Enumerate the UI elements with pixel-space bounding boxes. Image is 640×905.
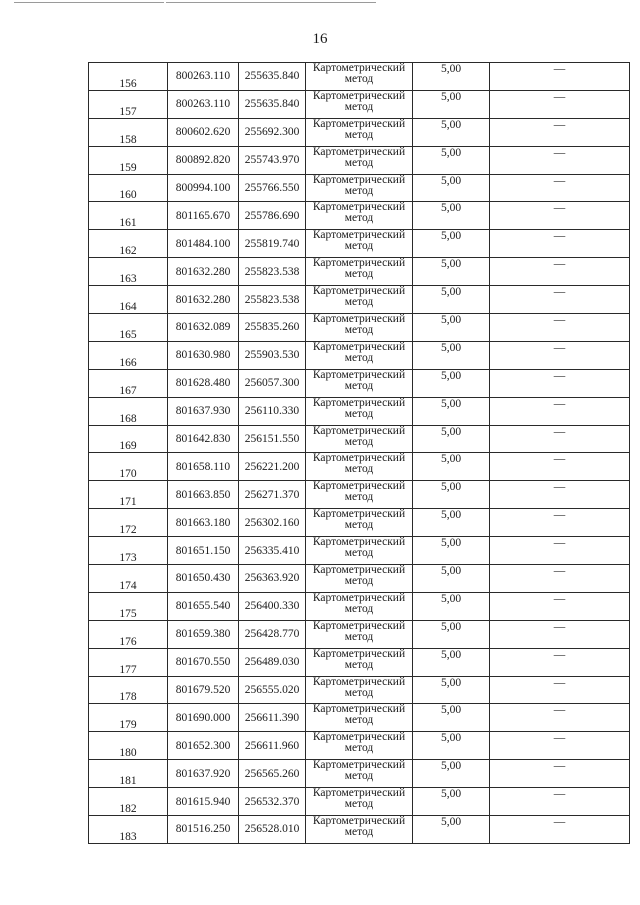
accuracy-cell: 5,00	[413, 537, 490, 565]
point-number-cell: 159	[89, 146, 168, 174]
method-text-line-2: метод	[344, 324, 374, 337]
point-number-cell: 161	[89, 202, 168, 230]
table-row	[89, 230, 630, 258]
page-number: 16	[312, 31, 328, 47]
point-number-cell: 168	[89, 397, 168, 425]
point-number-cell: 170	[89, 453, 168, 481]
accuracy-cell: 5,00	[413, 286, 490, 314]
table-row	[89, 397, 630, 425]
note-cell: —	[490, 202, 630, 230]
point-number-cell: 167	[89, 369, 168, 397]
x-coordinate-cell: 801659.380	[168, 620, 239, 648]
coordinates-table-body	[89, 63, 630, 844]
method-text-line-1: Картометрический	[312, 89, 406, 102]
note-cell: —	[490, 732, 630, 760]
method-cell	[306, 648, 413, 676]
method-text-line-1: Картометрический	[312, 285, 406, 298]
accuracy-cell: 5,00	[413, 258, 490, 286]
note-cell: —	[490, 592, 630, 620]
method-text-line-2: метод	[344, 658, 374, 671]
method-cell	[306, 509, 413, 537]
x-coordinate-cell: 801484.100	[168, 230, 239, 258]
note-cell: —	[490, 397, 630, 425]
note-cell: —	[490, 816, 630, 844]
x-coordinate-cell: 801658.110	[168, 453, 239, 481]
table-row	[89, 732, 630, 760]
note-cell: —	[490, 453, 630, 481]
method-text-line-1: Картометрический	[312, 759, 406, 772]
accuracy-cell: 5,00	[413, 620, 490, 648]
x-coordinate-cell: 801632.280	[168, 286, 239, 314]
point-number-cell: 173	[89, 537, 168, 565]
table-row	[89, 286, 630, 314]
y-coordinate-cell: 256221.200	[239, 453, 306, 481]
x-coordinate-cell: 801651.150	[168, 537, 239, 565]
point-number-cell: 175	[89, 592, 168, 620]
y-coordinate-cell: 256611.960	[239, 732, 306, 760]
table-row	[89, 314, 630, 342]
accuracy-cell: 5,00	[413, 816, 490, 844]
y-coordinate-cell: 255903.530	[239, 341, 306, 369]
table-row	[89, 453, 630, 481]
method-text-line-1: Картометрический	[312, 508, 406, 521]
accuracy-cell: 5,00	[413, 341, 490, 369]
y-coordinate-cell: 256363.920	[239, 565, 306, 593]
point-number-cell: 178	[89, 676, 168, 704]
method-cell	[306, 118, 413, 146]
method-text-line-1: Картометрический	[312, 257, 406, 270]
x-coordinate-cell: 800892.820	[168, 146, 239, 174]
table-row	[89, 341, 630, 369]
x-coordinate-cell: 801628.480	[168, 369, 239, 397]
method-cell	[306, 425, 413, 453]
x-coordinate-cell: 800994.100	[168, 174, 239, 202]
method-cell	[306, 286, 413, 314]
method-text-line-1: Картометрический	[312, 536, 406, 549]
accuracy-cell: 5,00	[413, 202, 490, 230]
method-cell	[306, 397, 413, 425]
method-text-line-2: метод	[344, 435, 374, 448]
point-number-cell: 174	[89, 565, 168, 593]
method-text-line-1: Картометрический	[312, 675, 406, 688]
point-number-cell: 177	[89, 648, 168, 676]
note-cell: —	[490, 537, 630, 565]
table-row	[89, 620, 630, 648]
method-text-line-1: Картометрический	[312, 452, 406, 465]
accuracy-cell: 5,00	[413, 146, 490, 174]
point-number-cell: 163	[89, 258, 168, 286]
method-text-line-1: Картометрический	[312, 396, 406, 409]
method-text-line-1: Картометрический	[312, 619, 406, 632]
x-coordinate-cell: 801679.520	[168, 676, 239, 704]
method-text-line-2: метод	[344, 491, 374, 504]
method-text-line-1: Картометрический	[312, 591, 406, 604]
method-text-line-2: метод	[344, 73, 374, 85]
coordinates-table	[88, 62, 630, 844]
x-coordinate-cell: 801663.180	[168, 509, 239, 537]
method-text-line-1: Картометрический	[312, 564, 406, 577]
table-row	[89, 704, 630, 732]
accuracy-cell: 5,00	[413, 369, 490, 397]
table-row	[89, 565, 630, 593]
table-row	[89, 146, 630, 174]
x-coordinate-cell: 801650.430	[168, 565, 239, 593]
table-row	[89, 90, 630, 118]
method-text-line-2: метод	[344, 100, 374, 113]
x-coordinate-cell: 800602.620	[168, 118, 239, 146]
accuracy-cell: 5,00	[413, 90, 490, 118]
accuracy-cell: 5,00	[413, 118, 490, 146]
y-coordinate-cell: 256565.260	[239, 760, 306, 788]
method-text-line-2: метод	[344, 742, 374, 755]
method-text-line-2: метод	[344, 547, 374, 560]
accuracy-cell: 5,00	[413, 732, 490, 760]
y-coordinate-cell: 256057.300	[239, 369, 306, 397]
method-text-line-2: метод	[344, 240, 374, 253]
method-text-line-2: метод	[344, 519, 374, 532]
x-coordinate-cell: 801615.940	[168, 788, 239, 816]
x-coordinate-cell: 801652.300	[168, 732, 239, 760]
method-cell	[306, 704, 413, 732]
accuracy-cell: 5,00	[413, 397, 490, 425]
note-cell: —	[490, 620, 630, 648]
y-coordinate-cell: 255823.538	[239, 258, 306, 286]
note-cell: —	[490, 648, 630, 676]
y-coordinate-cell: 255692.300	[239, 118, 306, 146]
method-text-line-1: Картометрический	[312, 703, 406, 716]
note-cell: —	[490, 63, 630, 91]
table-row	[89, 202, 630, 230]
point-number-cell: 172	[89, 509, 168, 537]
point-number-cell: 183	[89, 816, 168, 844]
note-cell: —	[490, 760, 630, 788]
point-number-cell: 156	[89, 63, 168, 91]
y-coordinate-cell: 256110.330	[239, 397, 306, 425]
table-row	[89, 592, 630, 620]
y-coordinate-cell: 256528.010	[239, 816, 306, 844]
method-text-line-2: метод	[344, 686, 374, 699]
accuracy-cell: 5,00	[413, 425, 490, 453]
method-cell	[306, 341, 413, 369]
method-text-line-2: метод	[344, 407, 374, 420]
x-coordinate-cell: 801655.540	[168, 592, 239, 620]
table-row	[89, 537, 630, 565]
method-cell	[306, 537, 413, 565]
method-cell	[306, 620, 413, 648]
x-coordinate-cell: 801637.930	[168, 397, 239, 425]
point-number-cell: 162	[89, 230, 168, 258]
accuracy-cell: 5,00	[413, 230, 490, 258]
note-cell: —	[490, 481, 630, 509]
accuracy-cell: 5,00	[413, 481, 490, 509]
method-cell	[306, 230, 413, 258]
point-number-cell: 182	[89, 788, 168, 816]
method-cell	[306, 760, 413, 788]
method-cell	[306, 258, 413, 286]
table-row	[89, 369, 630, 397]
point-number-cell: 164	[89, 286, 168, 314]
y-coordinate-cell: 255766.550	[239, 174, 306, 202]
accuracy-cell: 5,00	[413, 592, 490, 620]
method-cell	[306, 565, 413, 593]
point-number-cell: 158	[89, 118, 168, 146]
x-coordinate-cell: 801670.550	[168, 648, 239, 676]
method-text-line-2: метод	[344, 770, 374, 783]
accuracy-cell: 5,00	[413, 648, 490, 676]
y-coordinate-cell: 255635.840	[239, 63, 306, 91]
y-coordinate-cell: 255835.260	[239, 314, 306, 342]
table-row	[89, 174, 630, 202]
accuracy-cell: 5,00	[413, 453, 490, 481]
method-text-line-2: метод	[344, 798, 374, 811]
note-cell: —	[490, 369, 630, 397]
point-number-cell: 181	[89, 760, 168, 788]
note-cell: —	[490, 258, 630, 286]
note-cell: —	[490, 509, 630, 537]
y-coordinate-cell: 255823.538	[239, 286, 306, 314]
point-number-cell: 165	[89, 314, 168, 342]
y-coordinate-cell: 255819.740	[239, 230, 306, 258]
y-coordinate-cell: 256400.330	[239, 592, 306, 620]
method-text-line-2: метод	[344, 630, 374, 643]
note-cell: —	[490, 286, 630, 314]
method-cell	[306, 90, 413, 118]
method-text-line-2: метод	[344, 575, 374, 588]
method-text-line-2: метод	[344, 156, 374, 169]
method-text-line-1: Картометрический	[312, 368, 406, 381]
method-text-line-1: Картометрический	[312, 815, 406, 828]
method-cell	[306, 146, 413, 174]
method-text-line-1: Картометрический	[312, 229, 406, 242]
method-text-line-2: метод	[344, 184, 374, 197]
y-coordinate-cell: 256611.390	[239, 704, 306, 732]
table-row	[89, 425, 630, 453]
accuracy-cell: 5,00	[413, 788, 490, 816]
accuracy-cell: 5,00	[413, 565, 490, 593]
note-cell: —	[490, 230, 630, 258]
accuracy-cell: 5,00	[413, 704, 490, 732]
method-text-line-2: метод	[344, 463, 374, 476]
y-coordinate-cell: 256335.410	[239, 537, 306, 565]
method-cell	[306, 592, 413, 620]
point-number-cell: 169	[89, 425, 168, 453]
accuracy-cell: 5,00	[413, 174, 490, 202]
method-cell	[306, 174, 413, 202]
y-coordinate-cell: 255786.690	[239, 202, 306, 230]
y-coordinate-cell: 256271.370	[239, 481, 306, 509]
method-cell	[306, 453, 413, 481]
method-cell	[306, 816, 413, 844]
table-row	[89, 676, 630, 704]
table-row	[89, 816, 630, 844]
x-coordinate-cell: 801630.980	[168, 341, 239, 369]
table-row	[89, 481, 630, 509]
note-cell: —	[490, 146, 630, 174]
note-cell: —	[490, 314, 630, 342]
method-cell	[306, 369, 413, 397]
x-coordinate-cell: 801637.920	[168, 760, 239, 788]
method-text-line-1: Картометрический	[312, 201, 406, 214]
x-coordinate-cell: 801642.830	[168, 425, 239, 453]
table-row	[89, 118, 630, 146]
method-cell	[306, 481, 413, 509]
method-text-line-1: Картометрический	[312, 173, 406, 186]
method-text-line-1: Картометрический	[312, 480, 406, 493]
method-text-line-2: метод	[344, 351, 374, 364]
point-number-cell: 171	[89, 481, 168, 509]
y-coordinate-cell: 256555.020	[239, 676, 306, 704]
x-coordinate-cell: 801632.089	[168, 314, 239, 342]
x-coordinate-cell: 800263.110	[168, 90, 239, 118]
method-text-line-1: Картометрический	[312, 787, 406, 800]
method-text-line-2: метод	[344, 714, 374, 727]
point-number-cell: 160	[89, 174, 168, 202]
accuracy-cell: 5,00	[413, 314, 490, 342]
note-cell: —	[490, 425, 630, 453]
method-cell	[306, 314, 413, 342]
method-text-line-1: Картометрический	[312, 424, 406, 437]
note-cell: —	[490, 174, 630, 202]
note-cell: —	[490, 676, 630, 704]
table-row	[89, 788, 630, 816]
method-text-line-2: метод	[344, 602, 374, 615]
x-coordinate-cell: 801632.280	[168, 258, 239, 286]
note-cell: —	[490, 565, 630, 593]
method-cell	[306, 676, 413, 704]
x-coordinate-cell: 801516.250	[168, 816, 239, 844]
method-cell	[306, 63, 413, 91]
y-coordinate-cell: 255635.840	[239, 90, 306, 118]
point-number-cell: 157	[89, 90, 168, 118]
method-text-line-1: Картометрический	[312, 313, 406, 326]
method-cell	[306, 788, 413, 816]
table-row	[89, 63, 630, 91]
note-cell: —	[490, 788, 630, 816]
point-number-cell: 180	[89, 732, 168, 760]
accuracy-cell: 5,00	[413, 676, 490, 704]
method-text-line-2: метод	[344, 296, 374, 309]
method-text-line-1: Картометрический	[312, 731, 406, 744]
y-coordinate-cell: 256151.550	[239, 425, 306, 453]
x-coordinate-cell: 800263.110	[168, 63, 239, 91]
method-text-line-1: Картометрический	[312, 145, 406, 158]
method-text-line-1: Картометрический	[312, 62, 406, 74]
point-number-cell: 166	[89, 341, 168, 369]
y-coordinate-cell: 256532.370	[239, 788, 306, 816]
point-number-cell: 176	[89, 620, 168, 648]
point-number-cell: 179	[89, 704, 168, 732]
method-text-line-2: метод	[344, 212, 374, 225]
x-coordinate-cell: 801690.000	[168, 704, 239, 732]
note-cell: —	[490, 704, 630, 732]
table-row	[89, 648, 630, 676]
y-coordinate-cell: 256428.770	[239, 620, 306, 648]
method-text-line-2: метод	[344, 826, 374, 839]
accuracy-cell: 5,00	[413, 509, 490, 537]
note-cell: —	[490, 118, 630, 146]
y-coordinate-cell: 255743.970	[239, 146, 306, 174]
table-row	[89, 509, 630, 537]
y-coordinate-cell: 256302.160	[239, 509, 306, 537]
method-text-line-2: метод	[344, 379, 374, 392]
method-text-line-2: метод	[344, 128, 374, 141]
table-row	[89, 760, 630, 788]
accuracy-cell: 5,00	[413, 63, 490, 91]
method-text-line-1: Картометрический	[312, 117, 406, 130]
method-text-line-1: Картометрический	[312, 647, 406, 660]
top-scan-rule	[0, 0, 640, 6]
x-coordinate-cell: 801165.670	[168, 202, 239, 230]
accuracy-cell: 5,00	[413, 760, 490, 788]
x-coordinate-cell: 801663.850	[168, 481, 239, 509]
note-cell: —	[490, 90, 630, 118]
y-coordinate-cell: 256489.030	[239, 648, 306, 676]
method-cell	[306, 732, 413, 760]
method-text-line-1: Картометрический	[312, 340, 406, 353]
note-cell: —	[490, 341, 630, 369]
table-row	[89, 258, 630, 286]
method-cell	[306, 202, 413, 230]
method-text-line-2: метод	[344, 268, 374, 281]
